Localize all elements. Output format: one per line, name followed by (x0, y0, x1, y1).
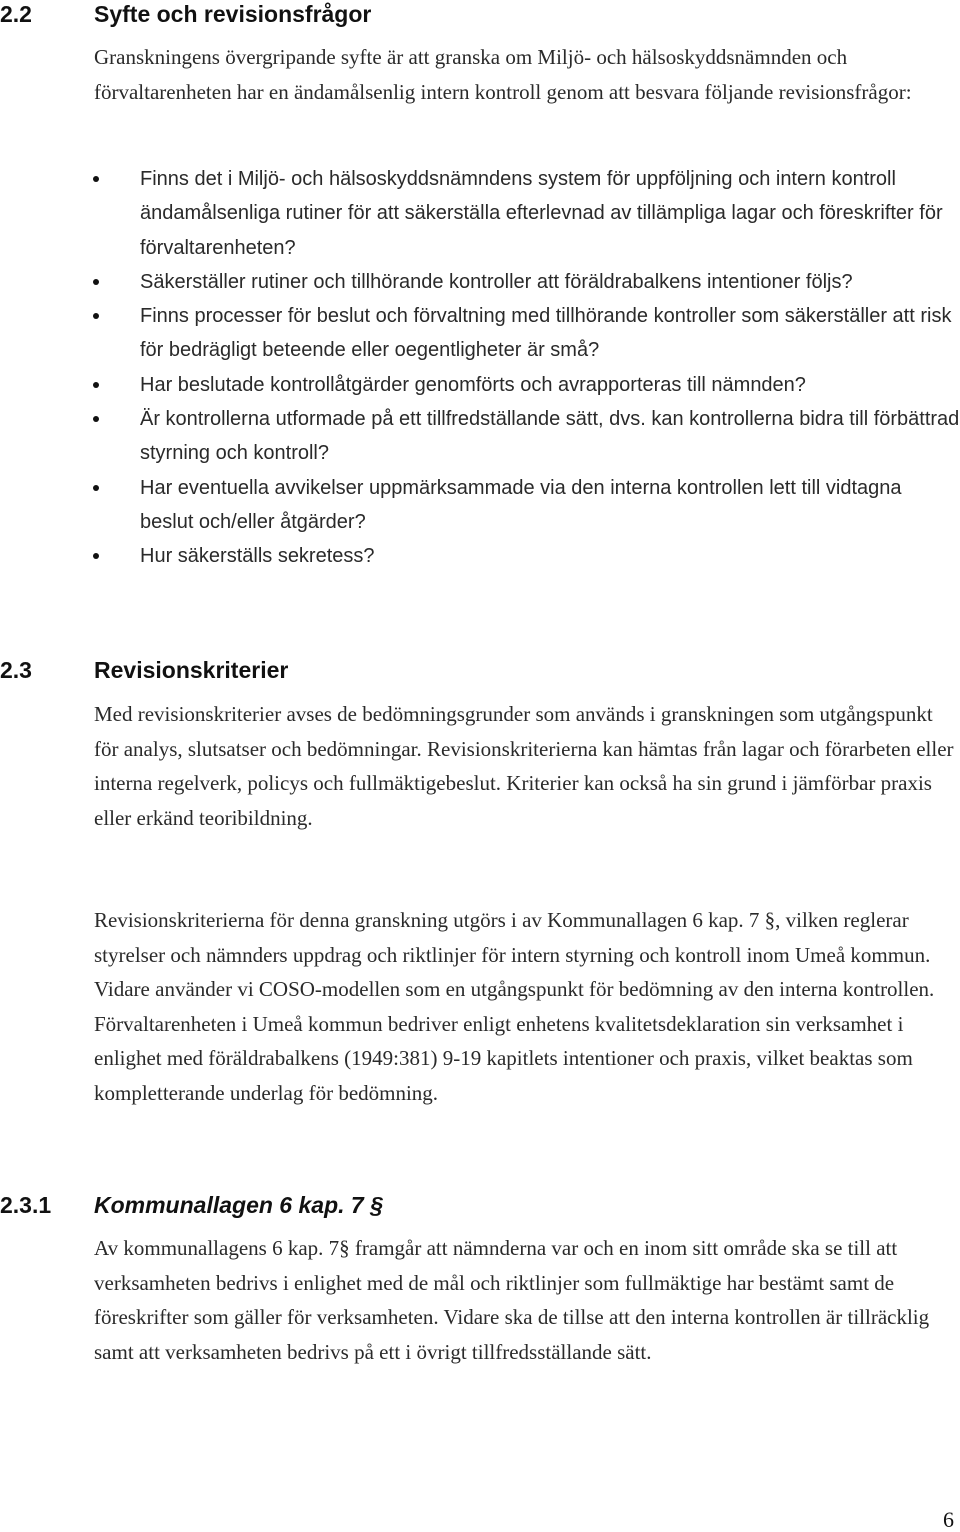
section-number: 2.3 (0, 657, 32, 683)
bullet-icon (93, 176, 99, 182)
bullet-icon (93, 382, 99, 388)
section-heading-2-2 (0, 0, 371, 28)
section-title: Revisionskriterier (94, 657, 289, 683)
list-item: Är kontrollerna utformade på ett tillfredställande sätt, dvs. kan kontrollerna bidra till förbättrad styrning och kontroll? (0, 402, 960, 471)
list-item: Hur säkerställs sekretess? (0, 539, 960, 573)
section-number: 2.2 (0, 1, 32, 27)
page-number: 6 (943, 1507, 954, 1532)
revision-questions-list (0, 162, 960, 574)
bullet-icon (93, 485, 99, 491)
section-number: 2.3.1 (0, 1192, 52, 1218)
list-item: Säkerställer rutiner och tillhörande kontroller att föräldrabalkens intentioner följs? (0, 265, 960, 299)
list-item: Finns processer för beslut och förvaltning med tillhörande kontroller som säkerställer att risk för bedrägligt beteende eller oegentligheter är små? (0, 299, 960, 368)
section-heading-2-3-1 (0, 1191, 383, 1219)
bullet-icon (93, 416, 99, 422)
bullet-icon (93, 553, 99, 559)
section-title: Syfte och revisionsfrågor (94, 1, 372, 27)
section-heading-2-3 (0, 656, 288, 684)
section-title: Kommunallagen 6 kap. 7 § (94, 1192, 383, 1218)
intro-paragraph: Granskningens övergripande syfte är att granska om Miljö- och hälsoskyddsnämnden och förvaltarenheten har en ändamålsenlig intern kontroll genom att besvara följande revisionsfrågor: (94, 45, 912, 104)
kommunallagen-paragraph: Av kommunallagens 6 kap. 7§ framgår att nämnderna var och en inom sitt område ska se till att verksamheten bedrivs i enlighet med de mål och riktlinjer som fullmäktige har bestämt samt de föreskrifter som gäller för verksamheten. Vidare ska de tillse att den interna kontrollen är tillräcklig samt att verksamheten bedrivs på ett i övrigt tillfredsställande sätt. (94, 1236, 930, 1364)
list-item: Finns det i Miljö- och hälsoskyddsnämndens system för uppföljning och intern kontroll ändamålsenliga rutiner för att säkerställa efterlevnad av tillämpliga lagar och föreskrifter för förvaltarenheten? (0, 162, 960, 265)
criteria-paragraph-2: Revisionskriterierna för denna granskning utgörs i av Kommunallagen 6 kap. 7 §, vilken reglerar styrelser och nämnders uppdrag och riktlinjer för intern styrning och kontroll inom Umeå kommun. Vidare använder vi COSO-modellen som en utgångspunkt för bedömning av den interna kontrollen. Förvaltarenheten i Umeå kommun bedriver enligt enhetens kvalitetsdeklaration sin verksamhet i enlighet med föräldrabalkens (1949:381) 9-19 kapitlets intentioner och praxis, vilket beaktas som kompletterande underlag för bedömning. (94, 908, 935, 1105)
list-item: Har beslutade kontrollåtgärder genomförts och avrapporteras till nämnden? (0, 368, 960, 402)
bullet-icon (93, 279, 99, 285)
criteria-paragraph-1: Med revisionskriterier avses de bedömningsgrunder som används i granskningen som utgångspunkt för analys, slutsatser och bedömningar. Revisionskriterierna kan hämtas från lagar och förarbeten eller interna regelverk, policys och fullmäktigebeslut. Kriterier kan också ha sin grund i jämförbar praxis eller erkänd teoribildning. (94, 702, 954, 830)
bullet-icon (93, 313, 99, 319)
list-item: Har eventuella avvikelser uppmärksammade via den interna kontrollen lett till vidtagna beslut och/eller åtgärder? (0, 471, 960, 540)
